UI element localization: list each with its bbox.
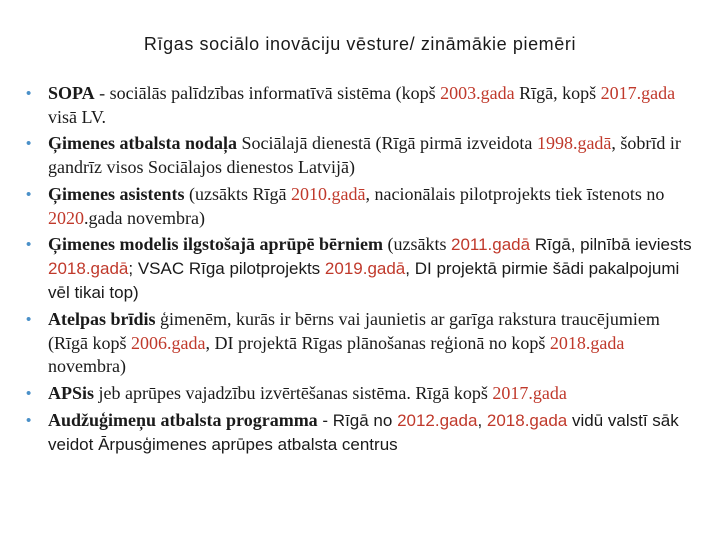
bullet-heading: APSis [48, 383, 95, 404]
bullet-text: , [477, 410, 487, 430]
year-highlight: 2011.gadā [450, 235, 531, 255]
bullet-item-gimenes-asistents [26, 183, 698, 231]
bullet-text: jeb aprūpes vajadzību izvērtēšanas sistēma. Rīgā kopš [94, 383, 493, 404]
bullet-text: - sociālās palīdzības informatīvā sistēma (kopš [94, 83, 441, 103]
year-highlight: 2017.gada [492, 383, 567, 404]
bullet-item-apsis [26, 382, 698, 406]
bullet-text: ģimenēm, kurās ir bērns vai jaunietis ar garīga rakstura traucējumiem (Rīgā kopš [48, 308, 660, 353]
bullet-text: (uzsākts [383, 234, 451, 255]
bullet-icon: • [26, 185, 32, 203]
year-highlight: 2003.gada [440, 83, 515, 103]
bullet-text: .gada novembra) [84, 207, 205, 228]
bullet-item-sopa [26, 82, 698, 130]
bullet-heading: Ģimenes asistents [48, 183, 185, 204]
bullet-icon: • [26, 85, 32, 102]
year-highlight: 2019.gadā [324, 259, 406, 279]
bullet-text: , šobrīd ir gandrīz visos Sociālajos dienestos Latvijā) [48, 133, 681, 178]
bullet-icon: • [26, 310, 32, 328]
bullet-item-gimenes-modelis [26, 233, 698, 304]
bullet-heading: Ģimenes atbalsta nodaļa [48, 133, 238, 154]
bullet-text: vidū valstī sāk veidot Ārpusģimenes aprūpes atbalsta centrus [48, 410, 679, 454]
bullet-icon: • [26, 385, 32, 403]
bullet-text: Rīgā, kopš [514, 83, 601, 103]
bullet-text: , DI projektā pirmie šādi pakalpojumi vēl tikai top) [48, 259, 680, 303]
year-highlight: 2012.gada [397, 410, 478, 430]
year-highlight: 2020 [48, 207, 84, 228]
year-highlight: 2006.gada [131, 332, 206, 353]
bullet-icon: • [26, 411, 32, 429]
year-highlight: 1998.gadā [536, 133, 612, 154]
bullet-heading: SOPA [48, 83, 95, 103]
bullet-list [26, 82, 698, 459]
year-highlight: 2018.gada [549, 332, 625, 353]
bullet-text: , DI projektā Rīgas plānošanas reģionā no kopš [205, 332, 550, 353]
slide-title: Rīgas sociālo inovāciju vēsture/ zināmākie piemēri [143, 34, 577, 54]
bullet-text: visā LV. [48, 106, 107, 127]
year-highlight: 2018.gada [486, 410, 568, 430]
bullet-item-gimenes-atbalsta-nodala [26, 132, 698, 180]
year-highlight: 2017.gada [600, 83, 676, 103]
bullet-text: , nacionālais pilotprojekts tiek īstenots no [365, 183, 665, 204]
bullet-text: ; VSAC Rīga pilotprojekts [128, 259, 325, 279]
bullet-text: novembra) [48, 356, 126, 377]
bullet-item-atelpas-bridis [26, 308, 698, 379]
year-highlight: 2010.gadā [290, 183, 366, 204]
bullet-heading: Atelpas brīdis [48, 308, 156, 329]
bullet-heading: Ģimenes modelis ilgstošajā aprūpē bērniem [48, 234, 383, 255]
bullet-text: Rīgā, pilnībā ieviests [530, 235, 692, 255]
year-highlight: 2018.gadā [48, 259, 129, 279]
bullet-icon: • [26, 135, 32, 153]
bullet-item-audzugimenu-programma [26, 409, 698, 457]
bullet-icon: • [26, 236, 32, 254]
bullet-text: - Rīgā no [317, 410, 398, 430]
bullet-heading: Audžuģimeņu atbalsta programma [48, 409, 318, 430]
bullet-text: (uzsākts Rīgā [184, 183, 291, 204]
bullet-text: Sociālajā dienestā (Rīgā pirmā izveidota [237, 133, 537, 154]
